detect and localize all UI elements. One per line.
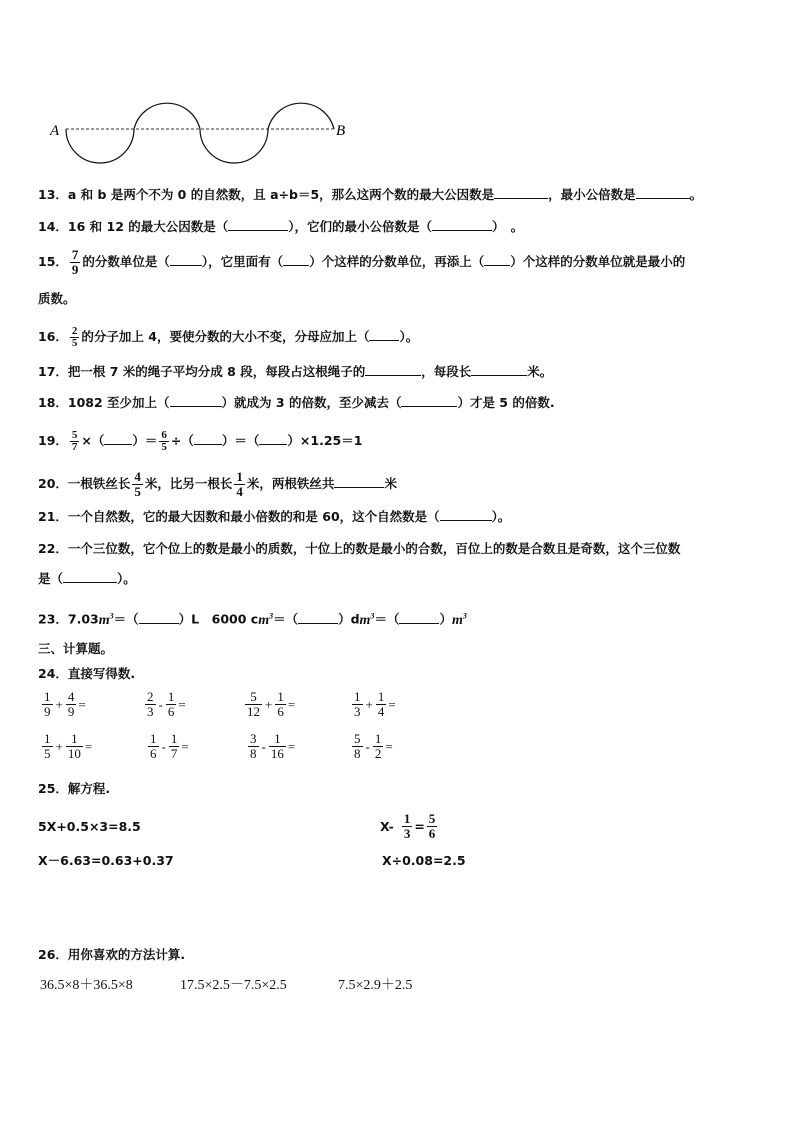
arc-lower-1 (66, 129, 134, 163)
arc-lower-2 (200, 129, 268, 163)
arc-upper-1 (134, 103, 200, 129)
calc-item: $\frac{2}{3}$ - $\frac{1}{6}$ = (147, 689, 186, 719)
answer-blank[interactable] (471, 363, 527, 376)
arc-upper-2 (268, 103, 334, 129)
answer-blank[interactable] (298, 611, 338, 624)
answer-blank[interactable] (63, 570, 117, 583)
question-18: 18．1082 至少加上（ ）就成为 3 的倍数，至少减去（ ）才是 5 的倍数. (38, 395, 555, 410)
answer-blank[interactable] (228, 218, 288, 231)
calc-item: $\frac{5}{8}$ - $\frac{1}{2}$ = (354, 731, 393, 761)
answer-blank[interactable] (104, 432, 132, 445)
answer-blank[interactable] (194, 432, 222, 445)
question-17: 17．把一根 7 米的绳子平均分成 8 段，每段占这根绳子的 ，每段长 米。 (38, 364, 553, 379)
answer-blank[interactable] (283, 253, 309, 266)
arc-diagram (40, 88, 360, 172)
calc-item: $\frac{5}{12}$ + $\frac{1}{6}$ = (247, 689, 296, 719)
calc-expression: 7.5×2.9＋2.5 (338, 978, 413, 993)
unit-m3: $m^3$ (98, 611, 114, 628)
question-15-cont: 质数。 (38, 291, 76, 306)
question-13: 13．a 和 b 是两个不为 0 的自然数，且 a÷b＝5，那么这两个数的最大公因数是 ，最小公倍数是 。 (38, 187, 703, 202)
equation: X- $\frac{1}{3}$ = $\frac{5}{6}$ (380, 811, 436, 841)
answer-blank[interactable] (365, 363, 421, 376)
calc-expression: 36.5×8＋36.5×8 (40, 978, 133, 993)
calc-item: $\frac{1}{6}$ - $\frac{1}{7}$ = (150, 731, 189, 761)
question-22-cont: 是（ ）。 (38, 571, 136, 586)
answer-blank[interactable] (484, 253, 510, 266)
fraction: $\frac{5}{7}$ (71, 429, 78, 453)
answer-blank[interactable] (636, 186, 690, 199)
fraction: $\frac{4}{5}$ (134, 469, 141, 499)
question-16: 16． $\frac{2}{5}$ 的分子加上 4，要使分数的大小不变，分母应加上（ ）。 (38, 325, 419, 349)
answer-blank[interactable] (259, 432, 287, 445)
question-24: 24．直接写得数. (38, 666, 136, 681)
fraction: $\frac{6}{5}$ (161, 429, 167, 453)
fraction: $\frac{1}{4}$ (236, 469, 243, 499)
answer-blank[interactable] (139, 611, 179, 624)
answer-blank[interactable] (494, 186, 548, 199)
calc-item: $\frac{1}{5}$ + $\frac{1}{10}$ = (44, 731, 93, 761)
label-b: B (336, 123, 346, 139)
calc-item: $\frac{1}{9}$ + $\frac{4}{9}$ = (44, 689, 86, 719)
answer-blank[interactable] (401, 394, 457, 407)
question-23: 23．$7.03m^3=$（ ）L 6000 $cm^3=$（ ）$dm^3=$（ ）$m^3$ (38, 611, 467, 628)
answer-blank[interactable] (334, 475, 384, 488)
unit-m3: $m^3$ (359, 611, 375, 628)
question-25: 25．解方程. (38, 781, 111, 796)
calc-item: $\frac{1}{3}$ + $\frac{1}{4}$ = (354, 689, 396, 719)
answer-blank[interactable] (170, 394, 222, 407)
answer-blank[interactable] (369, 328, 399, 341)
calc-expression: 17.5×2.5－7.5×2.5 (180, 978, 287, 993)
fraction: $\frac{2}{5}$ (71, 325, 78, 349)
answer-blank[interactable] (440, 508, 492, 521)
question-19: 19． $\frac{5}{7}$ ×（ ）＝ $\frac{6}{5}$ ÷（ ）＝（ ）×1.25＝1 (38, 429, 363, 453)
question-15: 15． $\frac{7}{9}$ 的分数单位是（ ），它里面有（ ）个这样的分数单位，再添上（ ）个这样的分数单位就是最小的 (38, 247, 686, 277)
section-title: 三、计算题。 (38, 641, 114, 656)
calc-item: $\frac{3}{8}$ - $\frac{1}{16}$ = (250, 731, 296, 761)
unit-m3: $m^3$ (451, 611, 467, 628)
question-14: 14．16 和 12 的最大公因数是（ ），它们的最小公倍数是（ ） 。 (38, 219, 524, 234)
answer-blank[interactable] (170, 253, 202, 266)
answer-blank[interactable] (399, 611, 439, 624)
equation: X－6.63=0.63+0.37 (38, 853, 174, 868)
label-a: A (50, 123, 60, 139)
fraction: $\frac{7}{9}$ (71, 247, 79, 277)
question-21: 21．一个自然数，它的最大因数和最小倍数的和是 60，这个自然数是（ ）。 (38, 509, 511, 524)
question-22: 22．一个三位数，它个位上的数是最小的质数，十位上的数是最小的合数，百位上的数是合数且是奇数，这个三位数 (38, 541, 681, 556)
question-26: 26．用你喜欢的方法计算. (38, 947, 186, 962)
answer-blank[interactable] (432, 218, 492, 231)
equation: 5X+0.5×3=8.5 (38, 819, 141, 834)
equation: X÷0.08=2.5 (382, 853, 466, 868)
unit-m3: $m^3$ (258, 611, 274, 628)
question-20: 20．一根铁丝长 $\frac{4}{5}$ 米，比另一根长 $\frac{1}{4}$ 米，两根铁丝共 米 (38, 469, 397, 499)
